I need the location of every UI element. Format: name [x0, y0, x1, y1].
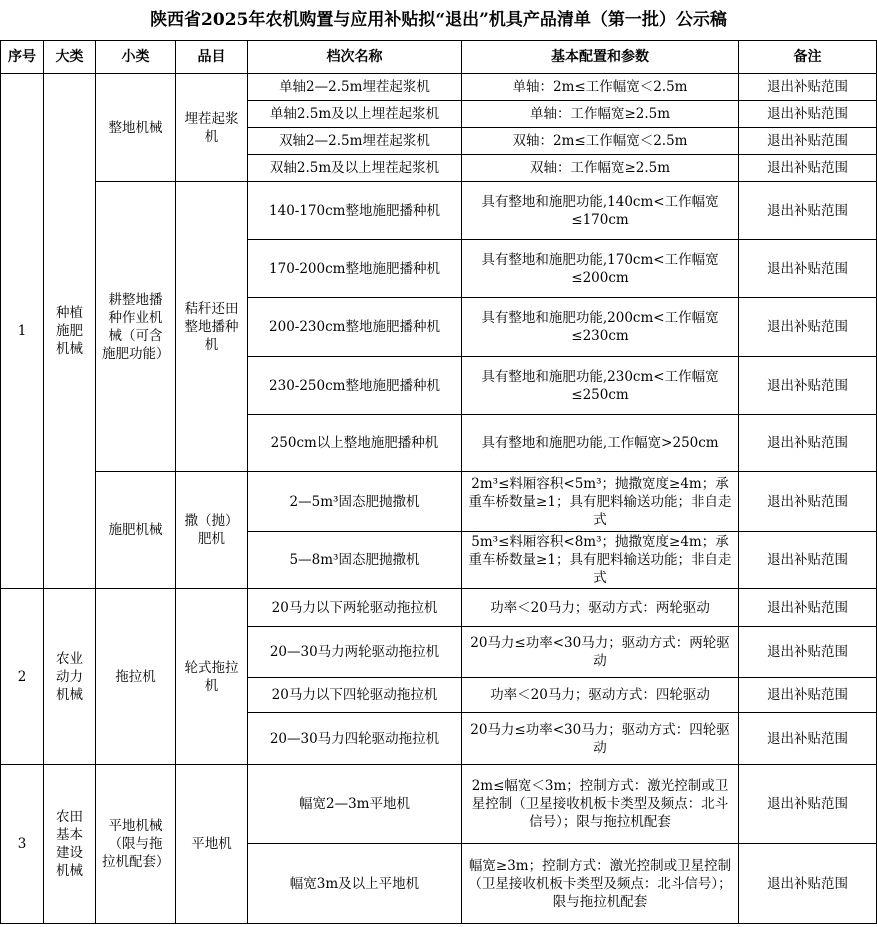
config-cell: 具有整地和施肥功能,200cm<工作幅宽≤230cm	[462, 298, 739, 357]
config-cell: 具有整地和施肥功能,230cm<工作幅宽≤250cm	[462, 357, 739, 415]
grade-cell: 双轴2—2.5m埋茬起浆机	[248, 128, 462, 155]
config-cell: 2m³≤料厢容积<5m³；抛撒宽度≥4m；承重车桥数量≥1；具有肥料输送功能；非自走式	[462, 472, 739, 532]
group-category: 农田基本建设机械	[44, 765, 96, 924]
remark-cell: 退出补贴范围	[739, 844, 877, 924]
config-cell: 单轴：2m≤工作幅宽＜2.5m	[462, 74, 739, 101]
group-no: 1	[1, 74, 44, 589]
remark-cell: 退出补贴范围	[739, 472, 877, 532]
group-no: 3	[1, 765, 44, 924]
config-cell: 20马力≤功率<30马力；驱动方式：两轮驱动	[462, 627, 739, 678]
item-name: 撒（抛）肥机	[176, 472, 248, 589]
grade-cell: 单轴2—2.5m埋茬起浆机	[248, 74, 462, 101]
grade-cell: 幅宽3m及以上平地机	[248, 844, 462, 924]
grade-cell: 双轴2.5m及以上埋茬起浆机	[248, 155, 462, 182]
remark-cell: 退出补贴范围	[739, 101, 877, 128]
header-remark: 备注	[739, 41, 877, 74]
config-cell: 2m≤幅宽＜3m；控制方式：激光控制或卫星控制（卫星接收机板卡类型及频点：北斗信号）；限与拖拉机配套	[462, 765, 739, 844]
header-grade: 档次名称	[248, 41, 462, 74]
grade-cell: 单轴2.5m及以上埋茬起浆机	[248, 101, 462, 128]
item-name: 埋茬起浆机	[176, 74, 248, 182]
header-category: 大类	[44, 41, 96, 74]
remark-cell: 退出补贴范围	[739, 357, 877, 415]
item-name: 秸秆还田整地播种机	[176, 182, 248, 472]
table-row	[1, 74, 877, 101]
config-cell: 具有整地和施肥功能,140cm<工作幅宽≤170cm	[462, 182, 739, 240]
grade-cell: 20马力以下两轮驱动拖拉机	[248, 589, 462, 627]
subcategory-name: 整地机械	[96, 74, 176, 182]
group-no: 2	[1, 589, 44, 765]
header-row	[1, 41, 877, 74]
remark-cell: 退出补贴范围	[739, 240, 877, 298]
grade-cell: 5—8m³固态肥抛撒机	[248, 532, 462, 589]
remark-cell: 退出补贴范围	[739, 589, 877, 627]
group-category: 种植施肥机械	[44, 74, 96, 589]
table-row	[1, 765, 877, 844]
header-item: 品目	[176, 41, 248, 74]
remark-cell: 退出补贴范围	[739, 74, 877, 101]
config-cell: 5m³≤料厢容积<8m³；抛撒宽度≥4m；承重车桥数量≥1；具有肥料输送功能；非自走式	[462, 532, 739, 589]
grade-cell: 20—30马力两轮驱动拖拉机	[248, 627, 462, 678]
item-name: 平地机	[176, 765, 248, 924]
remark-cell: 退出补贴范围	[739, 298, 877, 357]
remark-cell: 退出补贴范围	[739, 713, 877, 765]
config-cell: 具有整地和施肥功能,170cm<工作幅宽≤200cm	[462, 240, 739, 298]
header-config: 基本配置和参数	[462, 41, 739, 74]
remark-cell: 退出补贴范围	[739, 415, 877, 472]
document-title: 陕西省2025年农机购置与应用补贴拟“退出”机具产品清单（第一批）公示稿	[150, 10, 727, 30]
remark-cell: 退出补贴范围	[739, 765, 877, 844]
config-cell: 幅宽≥3m；控制方式：激光控制或卫星控制（卫星接收机板卡类型及频点：北斗信号）；限与拖拉机配套	[462, 844, 739, 924]
grade-cell: 幅宽2—3m平地机	[248, 765, 462, 844]
config-cell: 20马力≤功率<30马力；驱动方式：四轮驱动	[462, 713, 739, 765]
subcategory-name: 平地机械（限与拖拉机配套）	[96, 765, 176, 924]
header-subcategory: 小类	[96, 41, 176, 74]
config-cell: 双轴：2m≤工作幅宽＜2.5m	[462, 128, 739, 155]
grade-cell: 170-200cm整地施肥播种机	[248, 240, 462, 298]
subcategory-name: 耕整地播种作业机械（可含施肥功能）	[96, 182, 176, 472]
remark-cell: 退出补贴范围	[739, 532, 877, 589]
subcategory-name: 施肥机械	[96, 472, 176, 589]
remark-cell: 退出补贴范围	[739, 627, 877, 678]
group-category: 农业动力机械	[44, 589, 96, 765]
subcategory-name: 拖拉机	[96, 589, 176, 765]
config-cell: 具有整地和施肥功能,工作幅宽>250cm	[462, 415, 739, 472]
table-row	[1, 589, 877, 627]
config-cell: 单轴：工作幅宽≥2.5m	[462, 101, 739, 128]
product-table	[0, 40, 877, 924]
grade-cell: 200-230cm整地施肥播种机	[248, 298, 462, 357]
remark-cell: 退出补贴范围	[739, 155, 877, 182]
config-cell: 功率＜20马力；驱动方式：四轮驱动	[462, 678, 739, 713]
grade-cell: 20—30马力四轮驱动拖拉机	[248, 713, 462, 765]
remark-cell: 退出补贴范围	[739, 128, 877, 155]
grade-cell: 2—5m³固态肥抛撒机	[248, 472, 462, 532]
table-row	[1, 472, 877, 532]
remark-cell: 退出补贴范围	[739, 678, 877, 713]
grade-cell: 140-170cm整地施肥播种机	[248, 182, 462, 240]
header-no: 序号	[1, 41, 44, 74]
grade-cell: 250cm以上整地施肥播种机	[248, 415, 462, 472]
table-row	[1, 182, 877, 240]
config-cell: 功率＜20马力；驱动方式：两轮驱动	[462, 589, 739, 627]
remark-cell: 退出补贴范围	[739, 182, 877, 240]
config-cell: 双轴：工作幅宽≥2.5m	[462, 155, 739, 182]
grade-cell: 230-250cm整地施肥播种机	[248, 357, 462, 415]
item-name: 轮式拖拉机	[176, 589, 248, 765]
grade-cell: 20马力以下四轮驱动拖拉机	[248, 678, 462, 713]
